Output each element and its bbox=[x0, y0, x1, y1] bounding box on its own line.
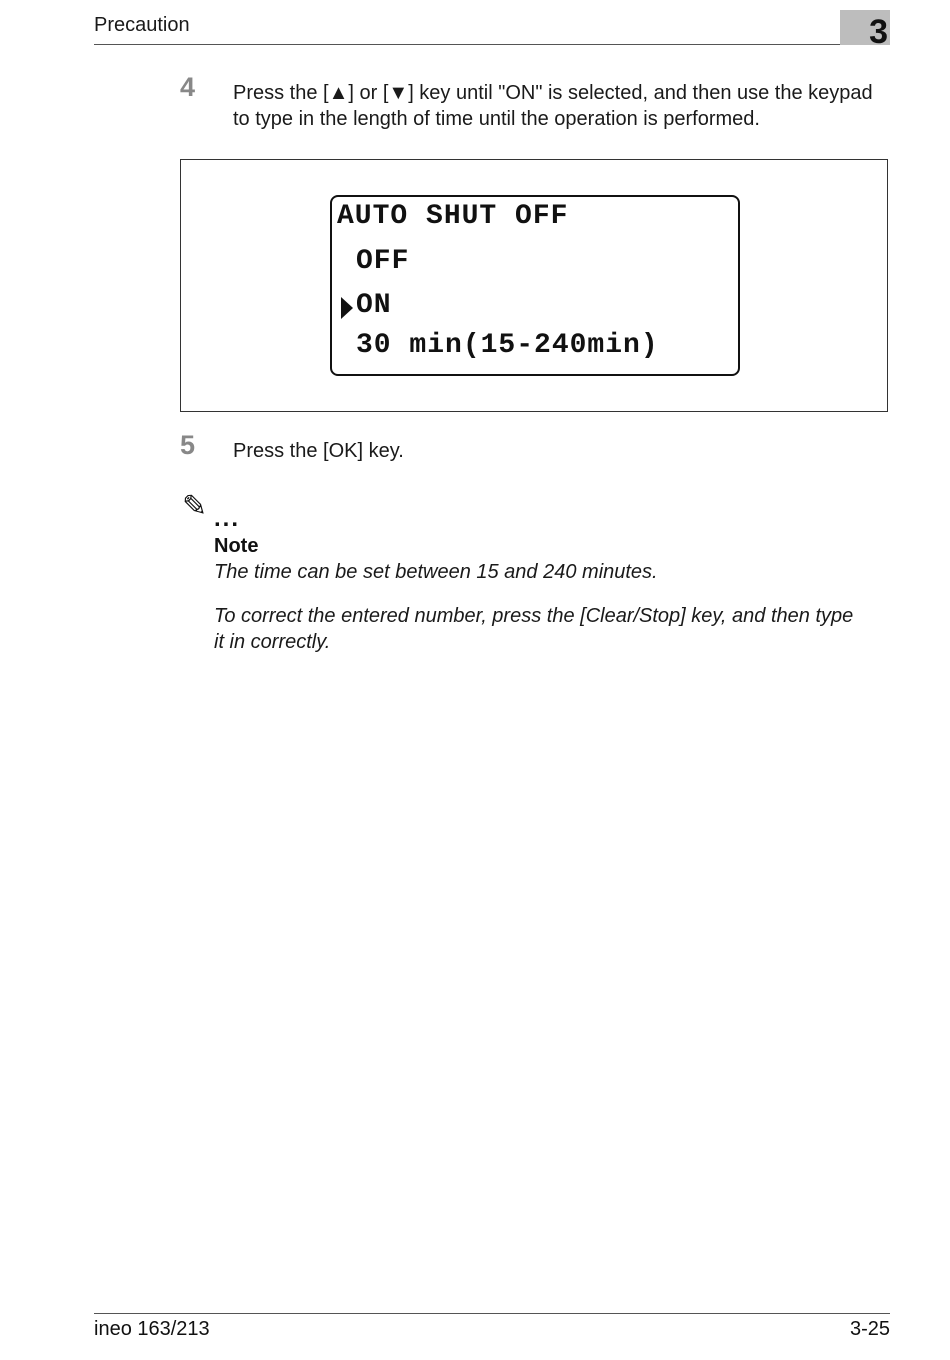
lcd-panel bbox=[330, 195, 740, 376]
footer-rule bbox=[94, 1313, 890, 1314]
lcd-option-on: ON bbox=[356, 290, 392, 321]
step-4-line-2: to type in the length of time until the operation is performed. bbox=[233, 108, 760, 130]
step-4-line-1: Press the [▲] or [▼] key until "ON" is selected, and then use the keypad bbox=[233, 82, 873, 104]
footer-page-number: 3-25 bbox=[849, 1318, 890, 1340]
header-title: Precaution bbox=[94, 14, 190, 36]
pencil-icon: ✎ bbox=[182, 490, 208, 523]
chapter-number: 3 bbox=[869, 13, 888, 51]
note-text-2-line-1: To correct the entered number, press the [Clear/Stop] key, and then type bbox=[214, 605, 854, 627]
footer-model: ineo 163/213 bbox=[94, 1318, 210, 1340]
step-4-text bbox=[233, 80, 893, 132]
chapter-tab bbox=[840, 10, 890, 51]
lcd-figure bbox=[180, 159, 888, 412]
step-number-5: 5 bbox=[180, 430, 196, 460]
lcd-time-value: 30 min(15-240min) bbox=[356, 330, 659, 361]
selection-cursor-icon bbox=[341, 297, 353, 319]
lcd-option-off: OFF bbox=[356, 246, 410, 277]
note-text-2-line-2: it in correctly. bbox=[214, 631, 331, 653]
note-text-2 bbox=[214, 603, 894, 655]
note-heading: Note bbox=[214, 535, 259, 557]
note-text-1: The time can be set between 15 and 240 minutes. bbox=[214, 561, 658, 583]
note-dots: ... bbox=[214, 505, 241, 532]
lcd-title: AUTO SHUT OFF bbox=[337, 201, 569, 232]
step-5-text: Press the [OK] key. bbox=[233, 440, 404, 462]
header-rule bbox=[94, 44, 890, 45]
step-number-4: 4 bbox=[180, 72, 196, 102]
